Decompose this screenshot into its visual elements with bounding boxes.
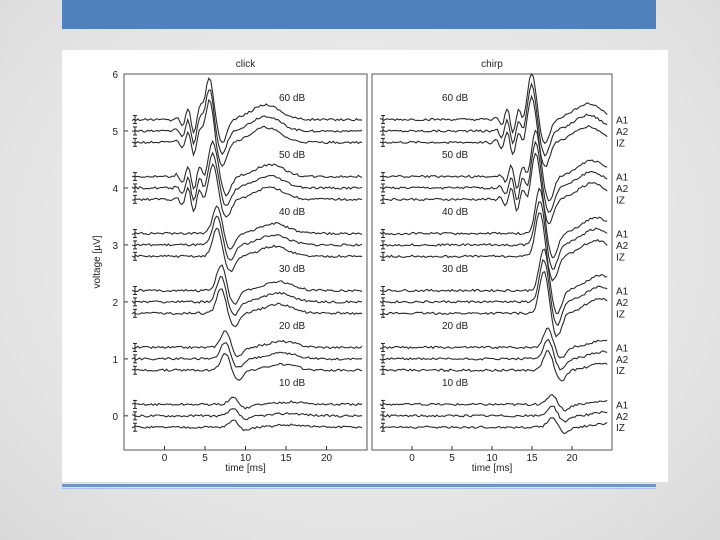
panel-title: click xyxy=(235,59,256,70)
trace-line xyxy=(380,395,607,411)
x-tick-label: 15 xyxy=(526,453,538,464)
y-tick-label: 6 xyxy=(112,70,118,81)
trace-line xyxy=(132,90,362,154)
trace-line xyxy=(132,216,362,260)
trace-line xyxy=(132,78,362,142)
trace-line xyxy=(380,249,607,313)
channel-label: A2 xyxy=(616,297,629,309)
trace-line xyxy=(380,260,607,325)
trace-line xyxy=(132,277,362,316)
level-label: 10 dB xyxy=(279,377,306,389)
trace-line xyxy=(132,289,362,327)
trace-line xyxy=(132,420,362,430)
channel-label: IZ xyxy=(616,423,625,435)
trace-line xyxy=(132,153,362,206)
y-tick-label: 1 xyxy=(112,354,118,366)
level-label: 30 dB xyxy=(279,263,306,275)
x-tick-label: 10 xyxy=(239,453,252,464)
trace-line xyxy=(132,100,362,166)
trace-line xyxy=(380,351,607,381)
level-label: 40 dB xyxy=(442,206,469,218)
level-label: 20 dB xyxy=(279,320,306,332)
channel-label: A2 xyxy=(616,126,629,138)
x-tick-label: 5 xyxy=(202,453,208,464)
level-label: 50 dB xyxy=(279,149,306,161)
trace-line xyxy=(132,331,362,357)
channel-label: A1 xyxy=(616,115,629,127)
trace-line xyxy=(132,397,362,409)
channel-label: IZ xyxy=(616,366,625,378)
channel-label: A2 xyxy=(616,183,629,195)
y-tick-label: 2 xyxy=(112,297,118,309)
channel-label: A1 xyxy=(616,172,629,184)
channel-label: IZ xyxy=(616,138,625,150)
y-tick-label: 4 xyxy=(112,183,118,195)
trace-line xyxy=(380,328,607,358)
level-label: 60 dB xyxy=(442,92,469,104)
trace-line xyxy=(132,409,362,420)
y-tick-label: 5 xyxy=(112,126,118,138)
trace-line xyxy=(380,418,607,434)
trace-line xyxy=(380,340,607,370)
trace-line xyxy=(132,265,362,304)
trace-line xyxy=(132,354,362,381)
level-label: 20 dB xyxy=(442,320,469,332)
channel-label: A1 xyxy=(616,286,629,298)
y-axis-label: voltage [µV] xyxy=(92,235,103,289)
x-axis-label: time [ms] xyxy=(225,463,266,474)
header-bar xyxy=(62,0,656,29)
level-label: 50 dB xyxy=(442,149,469,161)
x-tick-label: 5 xyxy=(449,453,455,464)
level-label: 30 dB xyxy=(442,263,469,275)
x-axis-label: time [ms] xyxy=(471,463,513,474)
trace-line xyxy=(380,142,607,212)
x-tick-label: 0 xyxy=(409,453,415,464)
level-label: 60 dB xyxy=(279,92,306,104)
channel-label: IZ xyxy=(616,195,625,207)
y-tick-label: 0 xyxy=(112,411,118,423)
x-tick-label: 10 xyxy=(486,453,498,464)
panel-title: chirp xyxy=(481,59,503,70)
trace-line xyxy=(132,206,362,249)
x-tick-label: 20 xyxy=(566,453,578,464)
channel-label: A2 xyxy=(616,354,629,366)
level-label: 10 dB xyxy=(442,377,469,389)
y-tick-label: 3 xyxy=(112,240,118,252)
trace-line xyxy=(380,213,607,281)
x-tick-label: 15 xyxy=(280,453,292,464)
bottom-rule xyxy=(62,484,656,487)
x-tick-label: 0 xyxy=(161,453,168,464)
channel-label: IZ xyxy=(616,309,625,321)
channel-label: A2 xyxy=(616,240,629,252)
x-tick-label: 20 xyxy=(320,453,333,464)
trace-line xyxy=(132,164,362,217)
trace-line xyxy=(380,272,607,337)
channel-label: A2 xyxy=(616,411,629,423)
channel-label: A1 xyxy=(616,343,629,355)
channel-label: A1 xyxy=(616,400,629,412)
channel-label: IZ xyxy=(616,252,625,264)
trace-line xyxy=(380,406,607,422)
bottom-rule-thin xyxy=(62,488,656,489)
figure-panel xyxy=(62,50,668,482)
abr-chart xyxy=(62,50,668,482)
level-label: 40 dB xyxy=(279,206,306,218)
trace-line xyxy=(380,202,607,269)
trace-line xyxy=(132,343,362,367)
channel-label: A1 xyxy=(616,229,629,241)
